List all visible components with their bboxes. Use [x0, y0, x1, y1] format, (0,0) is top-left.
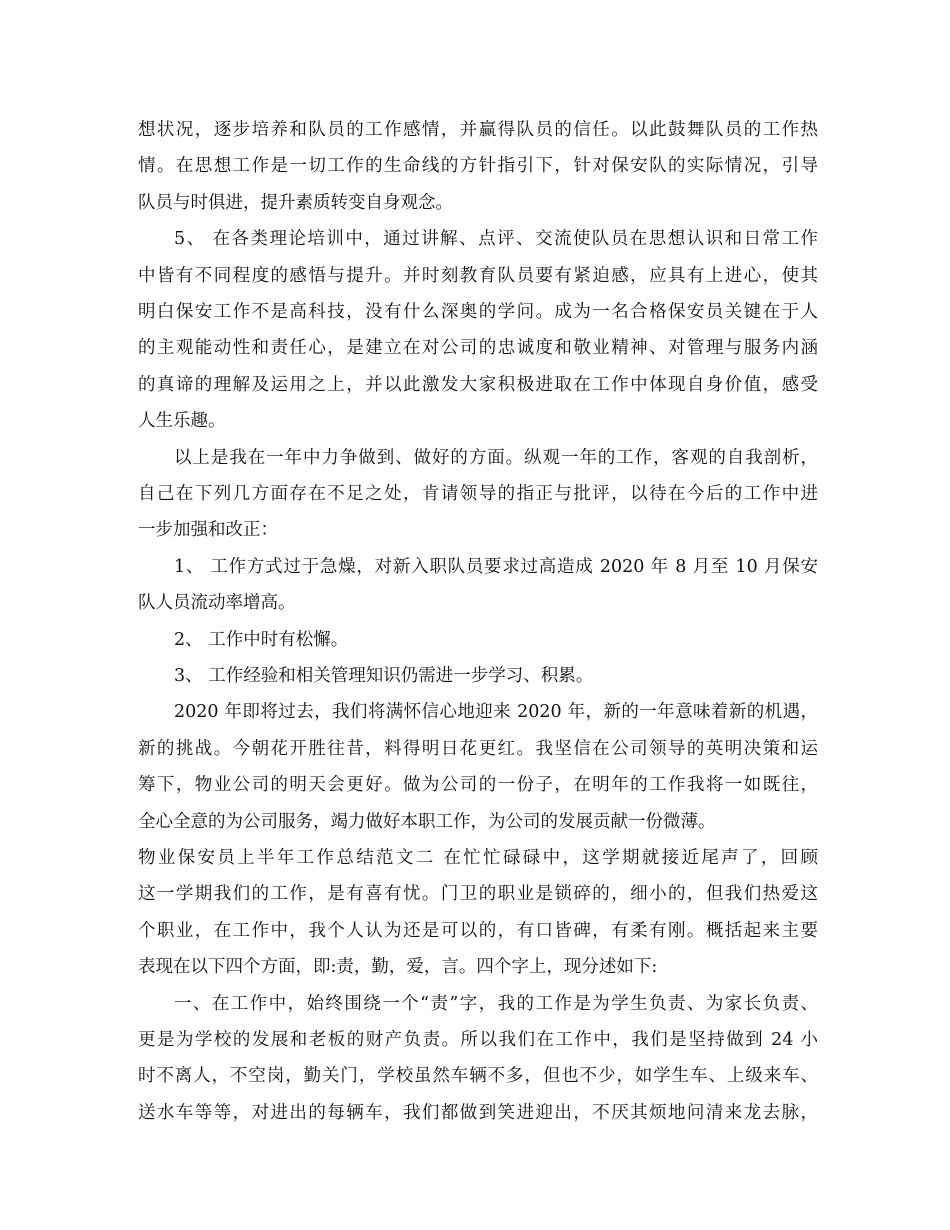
text-line: 筹下，物业公司的明天会更好。做为公司的一份子，在明年的工作我将一如既往， — [138, 775, 818, 795]
text-line: 3、 工作经验和相关管理知识仍需进一步学习、积累。 — [174, 666, 594, 686]
text-line: 全心全意的为公司服务，竭力做好本职工作，为公司的发展贡献一份微薄。 — [138, 812, 716, 832]
text-line: 队员与时俱进，提升素质转变自身观念。 — [138, 193, 453, 213]
text-line: 表现在以下四个方面，即:责，勤，爱，言。四个字上，现分述如下: — [138, 957, 658, 977]
text-line: 的主观能动性和责任心，是建立在对公司的忠诚度和敬业精神、对管理与服务内涵 — [138, 338, 818, 358]
text-line: 一步加强和改正： — [138, 520, 278, 540]
text-line: 以上是我在一年中力争做到、做好的方面。纵观一年的工作，客观的自我剖析， — [174, 448, 818, 468]
text-line: 一、在工作中，始终围绕一个“责”字，我的工作是为学生负责、为家长负责、 — [174, 994, 818, 1014]
text-line: 2020 年即将过去，我们将满怀信心地迎来 2020 年，新的一年意味着新的机遇， — [174, 702, 818, 722]
text-line: 更是为学校的发展和老板的财产负责。所以我们在工作中，我们是坚持做到 24 小 — [138, 1030, 818, 1050]
text-line: 的真谛的理解及运用之上，并以此激发大家积极进取在工作中体现自身价值，感受 — [138, 375, 818, 395]
text-line: 明白保安工作不是高科技，没有什么深奥的学问。成为一名合格保安员关键在于人 — [138, 302, 818, 322]
text-line: 情。在思想工作是一切工作的生命线的方针指引下，针对保安队的实际情况，引导 — [138, 156, 818, 176]
text-line: 物业保安员上半年工作总结范文二 在忙忙碌碌中，这学期就接近尾声了，回顾 — [138, 848, 818, 868]
text-line: 送水车等等，对进出的每辆车，我们都做到笑进迎出，不厌其烦地问清来龙去脉， — [138, 1103, 818, 1123]
text-line: 时不离人，不空岗，勤关门，学校虽然车辆不多，但也不少，如学生车、上级来车、 — [138, 1066, 818, 1086]
text-line: 1、 工作方式过于急燥，对新入职队员要求过高造成 2020 年 8 月至 10 月保安 — [174, 557, 818, 577]
text-line: 队人员流动率增高。 — [138, 593, 296, 613]
text-line: 2、 工作中时有松懈。 — [174, 630, 349, 650]
text-line: 中皆有不同程度的感悟与提升。并时刻教育队员要有紧迫感，应具有上进心，使其 — [138, 266, 818, 286]
text-line: 新的挑战。今朝花开胜往昔，料得明日花更红。我坚信在公司领导的英明决策和运 — [138, 739, 818, 759]
text-line: 个职业，在工作中，我个人认为还是可以的，有口皆碑，有柔有刚。概括起来主要 — [138, 921, 818, 941]
text-line: 这一学期我们的工作，是有喜有忧。门卫的职业是锁碎的，细小的，但我们热爱这 — [138, 884, 818, 904]
text-line: 想状况，逐步培养和队员的工作感情，并赢得队员的信任。以此鼓舞队员的工作热 — [138, 120, 818, 140]
text-line: 5、 在各类理论培训中，通过讲解、点评、交流使队员在思想认识和日常工作 — [174, 229, 818, 249]
text-line: 人生乐趣。 — [138, 411, 226, 431]
text-line: 自己在下列几方面存在不足之处，肯请领导的指正与批评，以待在今后的工作中进 — [138, 484, 818, 504]
